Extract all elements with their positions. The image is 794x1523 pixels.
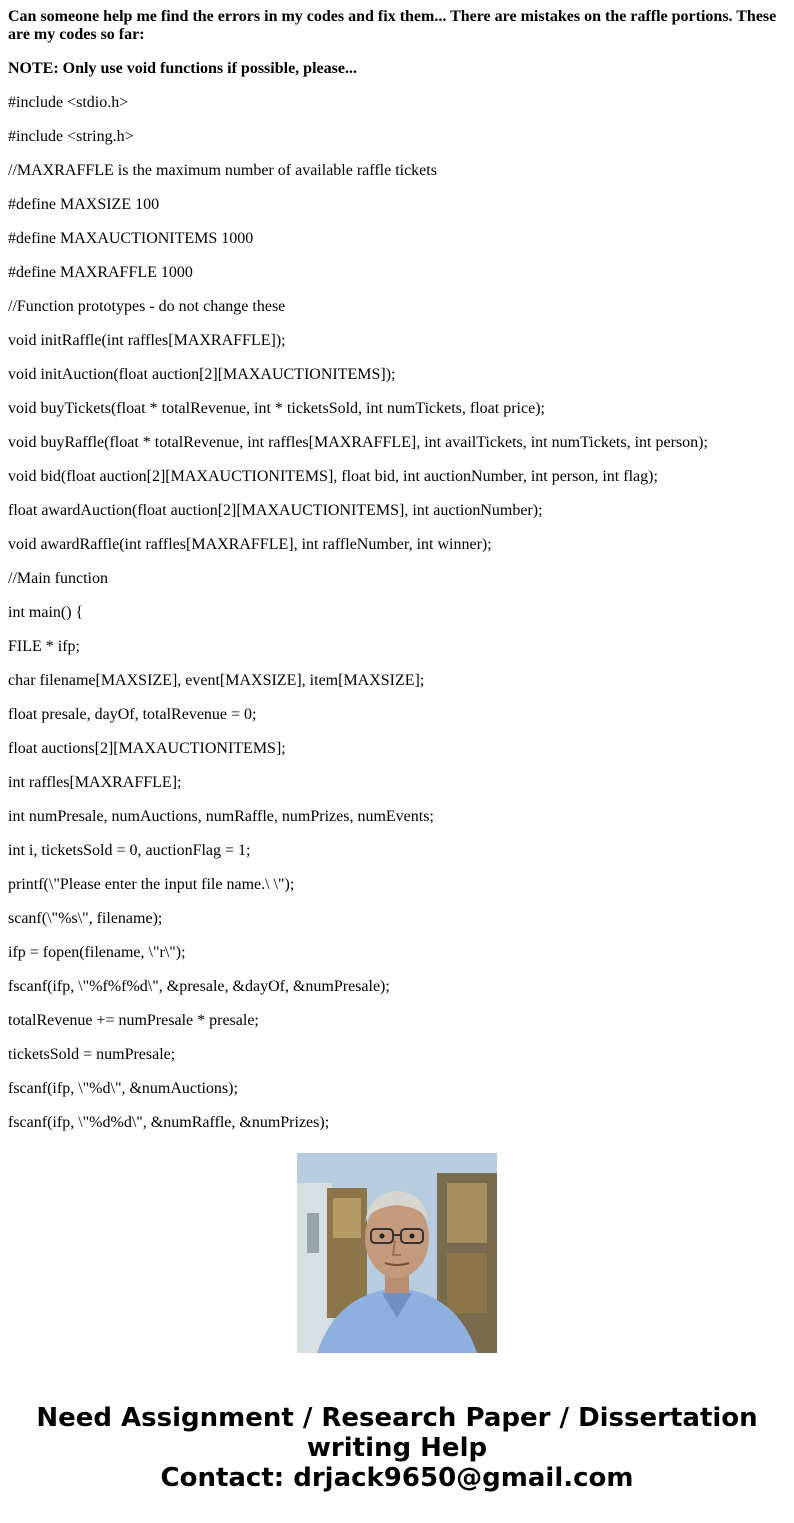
code-line: //Function prototypes - do not change these	[8, 298, 286, 315]
code-line: fscanf(ifp, \"%f%f%d\", &presale, &dayOf, &numPresale);	[8, 978, 390, 995]
code-line: scanf(\"%s\", filename);	[8, 910, 163, 927]
code-line: fscanf(ifp, \"%d\", &numAuctions);	[8, 1080, 238, 1097]
code-line: char filename[MAXSIZE], event[MAXSIZE], item[MAXSIZE];	[8, 672, 425, 689]
code-line: #define MAXRAFFLE 1000	[8, 264, 193, 281]
person-photo-icon	[297, 1153, 497, 1353]
promo-line-2: writing Help	[306, 1433, 488, 1463]
code-line: //Main function	[8, 570, 108, 587]
code-line: #define MAXAUCTIONITEMS 1000	[8, 230, 254, 247]
code-line: float auctions[2][MAXAUCTIONITEMS];	[8, 740, 286, 757]
question-body	[8, 0, 786, 1131]
code-line: ticketsSold = numPresale;	[8, 1046, 176, 1063]
code-line: #define MAXSIZE 100	[8, 196, 160, 213]
code-line: #include <string.h>	[8, 128, 134, 145]
promo-banner	[0, 1403, 794, 1493]
code-line: void bid(float auction[2][MAXAUCTIONITEMS], float bid, int auctionNumber, int person, int flag);	[8, 468, 658, 485]
code-line: void initAuction(float auction[2][MAXAUCTIONITEMS]);	[8, 366, 396, 383]
code-line: //MAXRAFFLE is the maximum number of available raffle tickets	[8, 162, 437, 179]
promo-contact: Contact: drjack9650@gmail.com	[160, 1463, 634, 1493]
question-title: Can someone help me find the errors in my codes and fix them... There are mistakes on the raffle portions. These are my codes so far:	[8, 8, 777, 43]
code-line: int main() {	[8, 604, 84, 621]
code-line: void buyTickets(float * totalRevenue, int * ticketsSold, int numTickets, float price);	[8, 400, 545, 417]
question-note: NOTE: Only use void functions if possible, please...	[8, 60, 357, 77]
code-line: void initRaffle(int raffles[MAXRAFFLE]);	[8, 332, 286, 349]
code-line: void awardRaffle(int raffles[MAXRAFFLE], int raffleNumber, int winner);	[8, 536, 492, 553]
code-line: #include <stdio.h>	[8, 94, 129, 111]
promo-line-1: Need Assignment / Research Paper / Dissertation	[36, 1403, 758, 1433]
code-line: totalRevenue += numPresale * presale;	[8, 1012, 259, 1029]
avatar	[297, 1153, 497, 1353]
code-line: FILE * ifp;	[8, 638, 80, 655]
code-line: ifp = fopen(filename, \"r\");	[8, 944, 186, 961]
code-line: float presale, dayOf, totalRevenue = 0;	[8, 706, 257, 723]
code-line: int raffles[MAXRAFFLE];	[8, 774, 182, 791]
code-line: float awardAuction(float auction[2][MAXAUCTIONITEMS], int auctionNumber);	[8, 502, 543, 519]
code-line: int i, ticketsSold = 0, auctionFlag = 1;	[8, 842, 251, 859]
code-block	[8, 94, 786, 1132]
code-line: void buyRaffle(float * totalRevenue, int raffles[MAXRAFFLE], int availTickets, int numTickets, int person);	[8, 434, 708, 451]
code-line: fscanf(ifp, \"%d%d\", &numRaffle, &numPrizes);	[8, 1114, 330, 1131]
code-line: int numPresale, numAuctions, numRaffle, numPrizes, numEvents;	[8, 808, 434, 825]
code-line: printf(\"Please enter the input file name.\ \");	[8, 876, 295, 893]
